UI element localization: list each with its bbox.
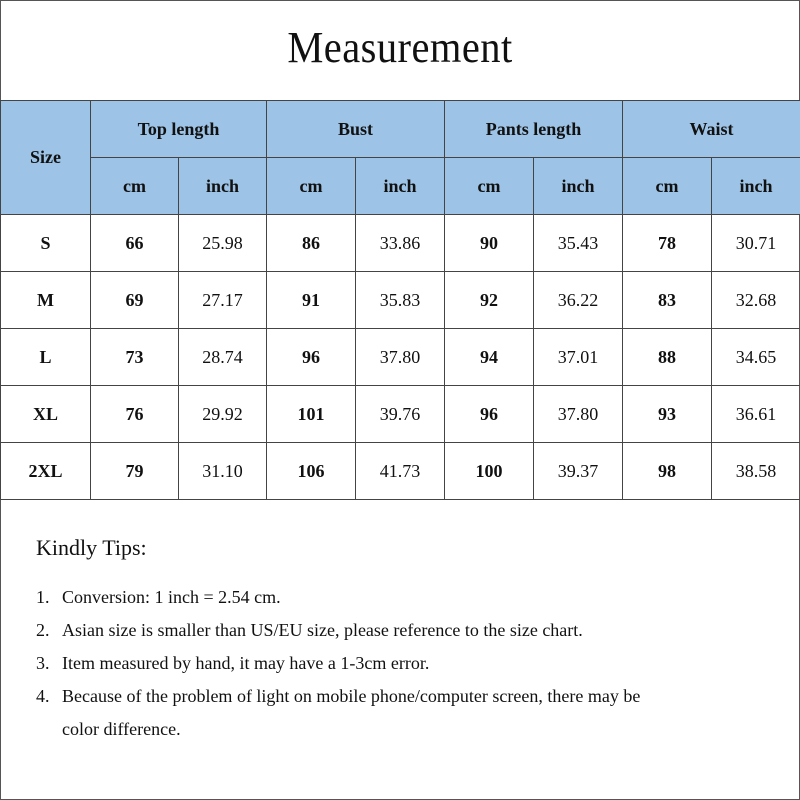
table-row: [1, 329, 800, 386]
unit-header: inch: [712, 158, 800, 215]
value-cell: 92: [445, 272, 534, 329]
value-cell: 30.71: [712, 215, 800, 272]
value-cell: 35.43: [534, 215, 623, 272]
list-item-text: Asian size is smaller than US/EU size, please reference to the size chart.: [62, 620, 583, 640]
value-cell: 28.74: [179, 329, 267, 386]
value-cell: 34.65: [712, 329, 800, 386]
value-cell: 69: [91, 272, 179, 329]
value-cell: 39.76: [356, 386, 445, 443]
value-cell: 100: [445, 443, 534, 500]
group-header-waist: Waist: [623, 101, 800, 158]
value-cell: 73: [91, 329, 179, 386]
size-cell: 2XL: [1, 443, 91, 500]
size-cell: L: [1, 329, 91, 386]
unit-header: inch: [356, 158, 445, 215]
value-cell: 91: [267, 272, 356, 329]
list-item-number: 3.: [36, 653, 50, 673]
value-cell: 101: [267, 386, 356, 443]
group-header-bust: Bust: [267, 101, 445, 158]
group-header-pants-length: Pants length: [445, 101, 623, 158]
value-cell: 31.10: [179, 443, 267, 500]
value-cell: 32.68: [712, 272, 800, 329]
value-cell: 39.37: [534, 443, 623, 500]
tips-section: [36, 535, 776, 746]
list-item-text: Conversion: 1 inch = 2.54 cm.: [62, 587, 281, 607]
value-cell: 41.73: [356, 443, 445, 500]
value-cell: 38.58: [712, 443, 800, 500]
value-cell: 37.80: [356, 329, 445, 386]
value-cell: 25.98: [179, 215, 267, 272]
table-row: [1, 386, 800, 443]
list-item: [36, 647, 776, 680]
table-row: [1, 215, 800, 272]
value-cell: 86: [267, 215, 356, 272]
value-cell: 78: [623, 215, 712, 272]
value-cell: 29.92: [179, 386, 267, 443]
page-title: Measurement: [287, 23, 513, 72]
size-cell: XL: [1, 386, 91, 443]
size-header: Size: [1, 101, 91, 215]
value-cell: 37.80: [534, 386, 623, 443]
value-cell: 83: [623, 272, 712, 329]
table-unit-header-row: [1, 158, 800, 215]
value-cell: 36.22: [534, 272, 623, 329]
size-cell: M: [1, 272, 91, 329]
value-cell: 106: [267, 443, 356, 500]
value-cell: 96: [445, 386, 534, 443]
table-row: [1, 272, 800, 329]
unit-header: inch: [179, 158, 267, 215]
value-cell: 76: [91, 386, 179, 443]
value-cell: 93: [623, 386, 712, 443]
value-cell: 27.17: [179, 272, 267, 329]
unit-header: cm: [623, 158, 712, 215]
unit-header: inch: [534, 158, 623, 215]
list-item-number: 1.: [36, 587, 50, 607]
tips-title: Kindly Tips:: [36, 535, 147, 560]
list-item-number: 4.: [36, 686, 50, 706]
size-chart-table: [0, 100, 800, 500]
table-row: [1, 443, 800, 500]
value-cell: 35.83: [356, 272, 445, 329]
value-cell: 79: [91, 443, 179, 500]
size-cell: S: [1, 215, 91, 272]
tips-list: [36, 581, 776, 746]
list-item-text: Item measured by hand, it may have a 1-3cm error.: [62, 653, 430, 673]
value-cell: 94: [445, 329, 534, 386]
list-item: [36, 614, 776, 647]
list-item: [36, 680, 776, 746]
list-item-text: Because of the problem of light on mobile phone/computer screen, there may be color difference.: [62, 686, 641, 739]
list-item: [36, 581, 776, 614]
value-cell: 33.86: [356, 215, 445, 272]
value-cell: 96: [267, 329, 356, 386]
value-cell: 88: [623, 329, 712, 386]
value-cell: 90: [445, 215, 534, 272]
value-cell: 37.01: [534, 329, 623, 386]
value-cell: 98: [623, 443, 712, 500]
value-cell: 36.61: [712, 386, 800, 443]
unit-header: cm: [91, 158, 179, 215]
value-cell: 66: [91, 215, 179, 272]
list-item-number: 2.: [36, 620, 50, 640]
table-group-header-row: [1, 101, 800, 158]
unit-header: cm: [267, 158, 356, 215]
group-header-top-length: Top length: [91, 101, 267, 158]
unit-header: cm: [445, 158, 534, 215]
